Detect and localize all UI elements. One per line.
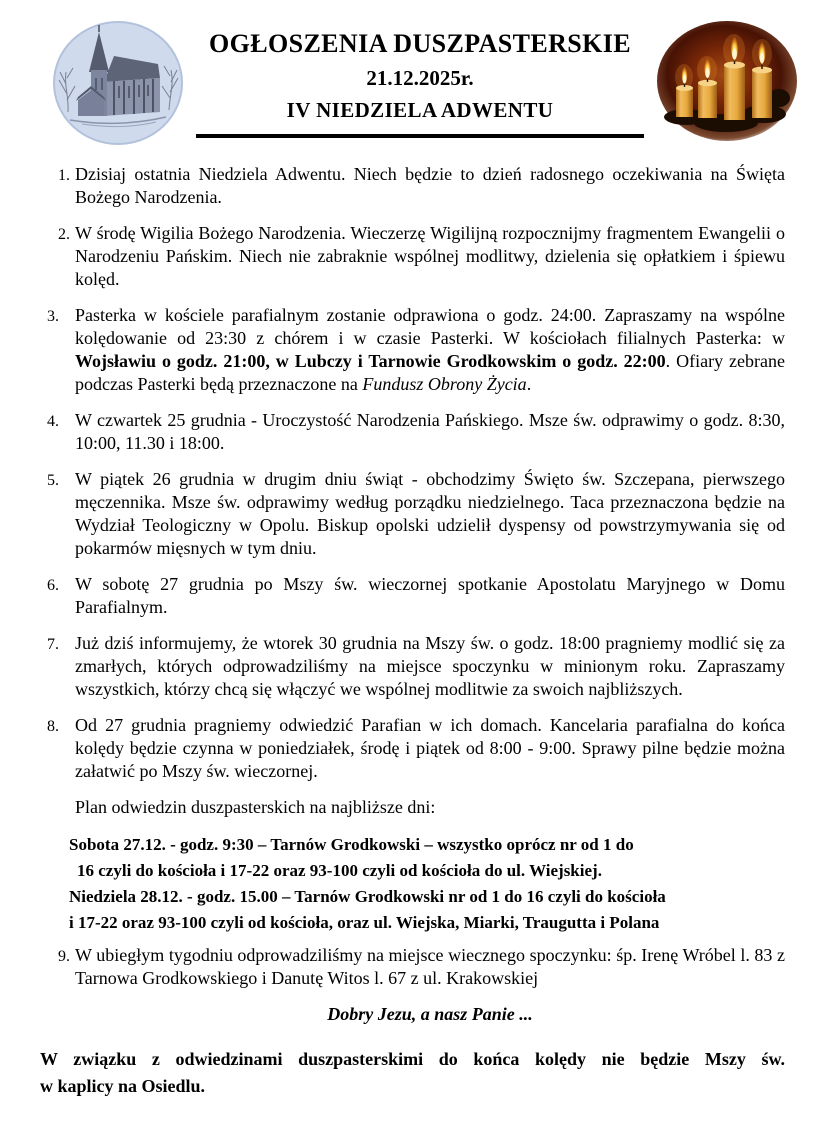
item-number: 9. bbox=[58, 948, 70, 965]
advent-candles-icon bbox=[656, 20, 798, 142]
announcement-list-1-8 bbox=[47, 163, 785, 783]
announcement-item bbox=[47, 163, 785, 209]
footer-line: W związku z odwiedzinami duszpasterskimi do końca kolędy nie będzie Mszy św. bbox=[40, 1049, 785, 1069]
announcement-item bbox=[47, 944, 785, 990]
schedule-line: i 17-22 oraz 93-100 czyli od kościoła, oraz ul. Wiejska, Miarki, Traugutta i Polana bbox=[69, 913, 660, 932]
item-number: 4. bbox=[47, 413, 59, 430]
item-text: W czwartek 25 grudnia - Uroczystość Narodzenia Pańskiego. Msze św. odprawimy o godz. 8:30, 10:00, 11.30 i 18:00. bbox=[75, 410, 785, 453]
header-date: 21.12.2025r. bbox=[366, 66, 474, 90]
item-number: 7. bbox=[47, 636, 59, 653]
announcement-item bbox=[47, 409, 785, 455]
item-number: 6. bbox=[47, 577, 59, 594]
church-image bbox=[52, 20, 184, 151]
item-number: 2. bbox=[58, 226, 70, 243]
item-text: Pasterka w kościele parafialnym zostanie odprawiona o godz. 24:00. Zapraszamy na wspólne kolędowanie od 23:30 z chórem i w czasie Pasterki. W kościołach filialnych Pasterka: w Wojsławiu o godz. 21:00, w Lubczy i Tarnowie Grodkowskim o godz. 22:00. Ofiary zebrane podczas Pasterki będą przeznaczone na Fundusz Obrony Życia. bbox=[75, 305, 785, 394]
schedule-line: Niedziela 28.12. - godz. 15.00 – Tarnów Grodkowski nr od 1 do 16 czyli do kościoła bbox=[69, 887, 666, 906]
item-number: 1. bbox=[58, 167, 70, 184]
schedule-line: Sobota 27.12. - godz. 9:30 – Tarnów Grodkowski – wszystko oprócz nr od 1 do bbox=[69, 835, 634, 854]
item-number: 8. bbox=[47, 718, 59, 735]
announcements-body bbox=[0, 151, 824, 1100]
header-subtitle: IV NIEDZIELA ADWENTU bbox=[286, 98, 554, 122]
announcement-item bbox=[47, 632, 785, 701]
visit-schedule bbox=[69, 832, 785, 936]
schedule-line: 16 czyli do kościoła i 17-22 oraz 93-100 czyli od kościoła do ul. Wiejskiej. bbox=[77, 861, 602, 880]
header-titles bbox=[184, 20, 656, 138]
item-number: 3. bbox=[47, 308, 59, 325]
prayer-line: Dobry Jezu, a nasz Panie ... bbox=[327, 1004, 533, 1024]
item-text: W sobotę 27 grudnia po Mszy św. wieczornej spotkanie Apostolatu Maryjnego w Domu Parafialnym. bbox=[75, 574, 785, 617]
item-text: Już dziś informujemy, że wtorek 30 grudnia na Mszy św. o godz. 18:00 pragniemy modlić się za zmarłych, których odprowadziliśmy na miejsce spoczynku w minionym roku. Zapraszamy wszystkich, którzy chcą się włączyć we wspólnej modlitwie za swoich najbliższych. bbox=[75, 633, 785, 699]
announcement-item bbox=[47, 222, 785, 291]
announcement-item bbox=[47, 714, 785, 783]
item-text: W piątek 26 grudnia w drugim dniu świąt - obchodzimy Święto św. Szczepana, pierwszego męczennika. Msze św. odprawimy według porządku niedzielnego. Taca przeznaczona będzie na Wydział Teologiczny w Opolu. Biskup opolski udzielił dyspensy od powstrzymywania się od pokarmów mięsnych w tym dniu. bbox=[75, 469, 785, 558]
header-divider bbox=[196, 134, 644, 138]
footer-line: w kaplicy na Osiedlu. bbox=[40, 1076, 206, 1096]
item-text: W środę Wigilia Bożego Narodzenia. Wieczerzę Wigilijną rozpocznijmy fragmentem Ewangelii o Narodzeniu Pańskim. Niech nie zabraknie wspólnej modlitwy, dzielenia się opłatkiem i śpiewu kolęd. bbox=[75, 223, 785, 289]
header bbox=[0, 0, 824, 151]
footer-note bbox=[40, 1046, 785, 1100]
announcement-item bbox=[47, 468, 785, 560]
plan-intro: Plan odwiedzin duszpasterskich na najbliższe dni: bbox=[75, 797, 436, 817]
church-engraving-icon bbox=[52, 20, 184, 146]
item-number: 5. bbox=[47, 472, 59, 489]
announcement-item bbox=[47, 304, 785, 396]
page-title: OGŁOSZENIA DUSZPASTERSKIE bbox=[208, 29, 632, 58]
item-text: Od 27 grudnia pragniemy odwiedzić Parafian w ich domach. Kancelaria parafialna do końca kolędy będzie czynna w poniedziałek, środę i piątek od 8:00 - 9:00. Sprawy pilne będzie można załatwić po Mszy św. wieczornej. bbox=[75, 715, 785, 781]
item-text: W ubiegłym tygodniu odprowadziliśmy na miejsce wiecznego spoczynku: śp. Irenę Wróbel l. 83 z Tarnowa Grodkowskiego i Danutę Witos l. 67 z ul. Krakowskiej bbox=[75, 945, 785, 988]
candles-image bbox=[656, 20, 798, 147]
announcement-list-9 bbox=[47, 944, 785, 990]
announcement-item bbox=[47, 573, 785, 619]
item-text: Dzisiaj ostatnia Niedziela Adwentu. Niech będzie to dzień radosnego oczekiwania na Święta Bożego Narodzenia. bbox=[75, 164, 785, 207]
